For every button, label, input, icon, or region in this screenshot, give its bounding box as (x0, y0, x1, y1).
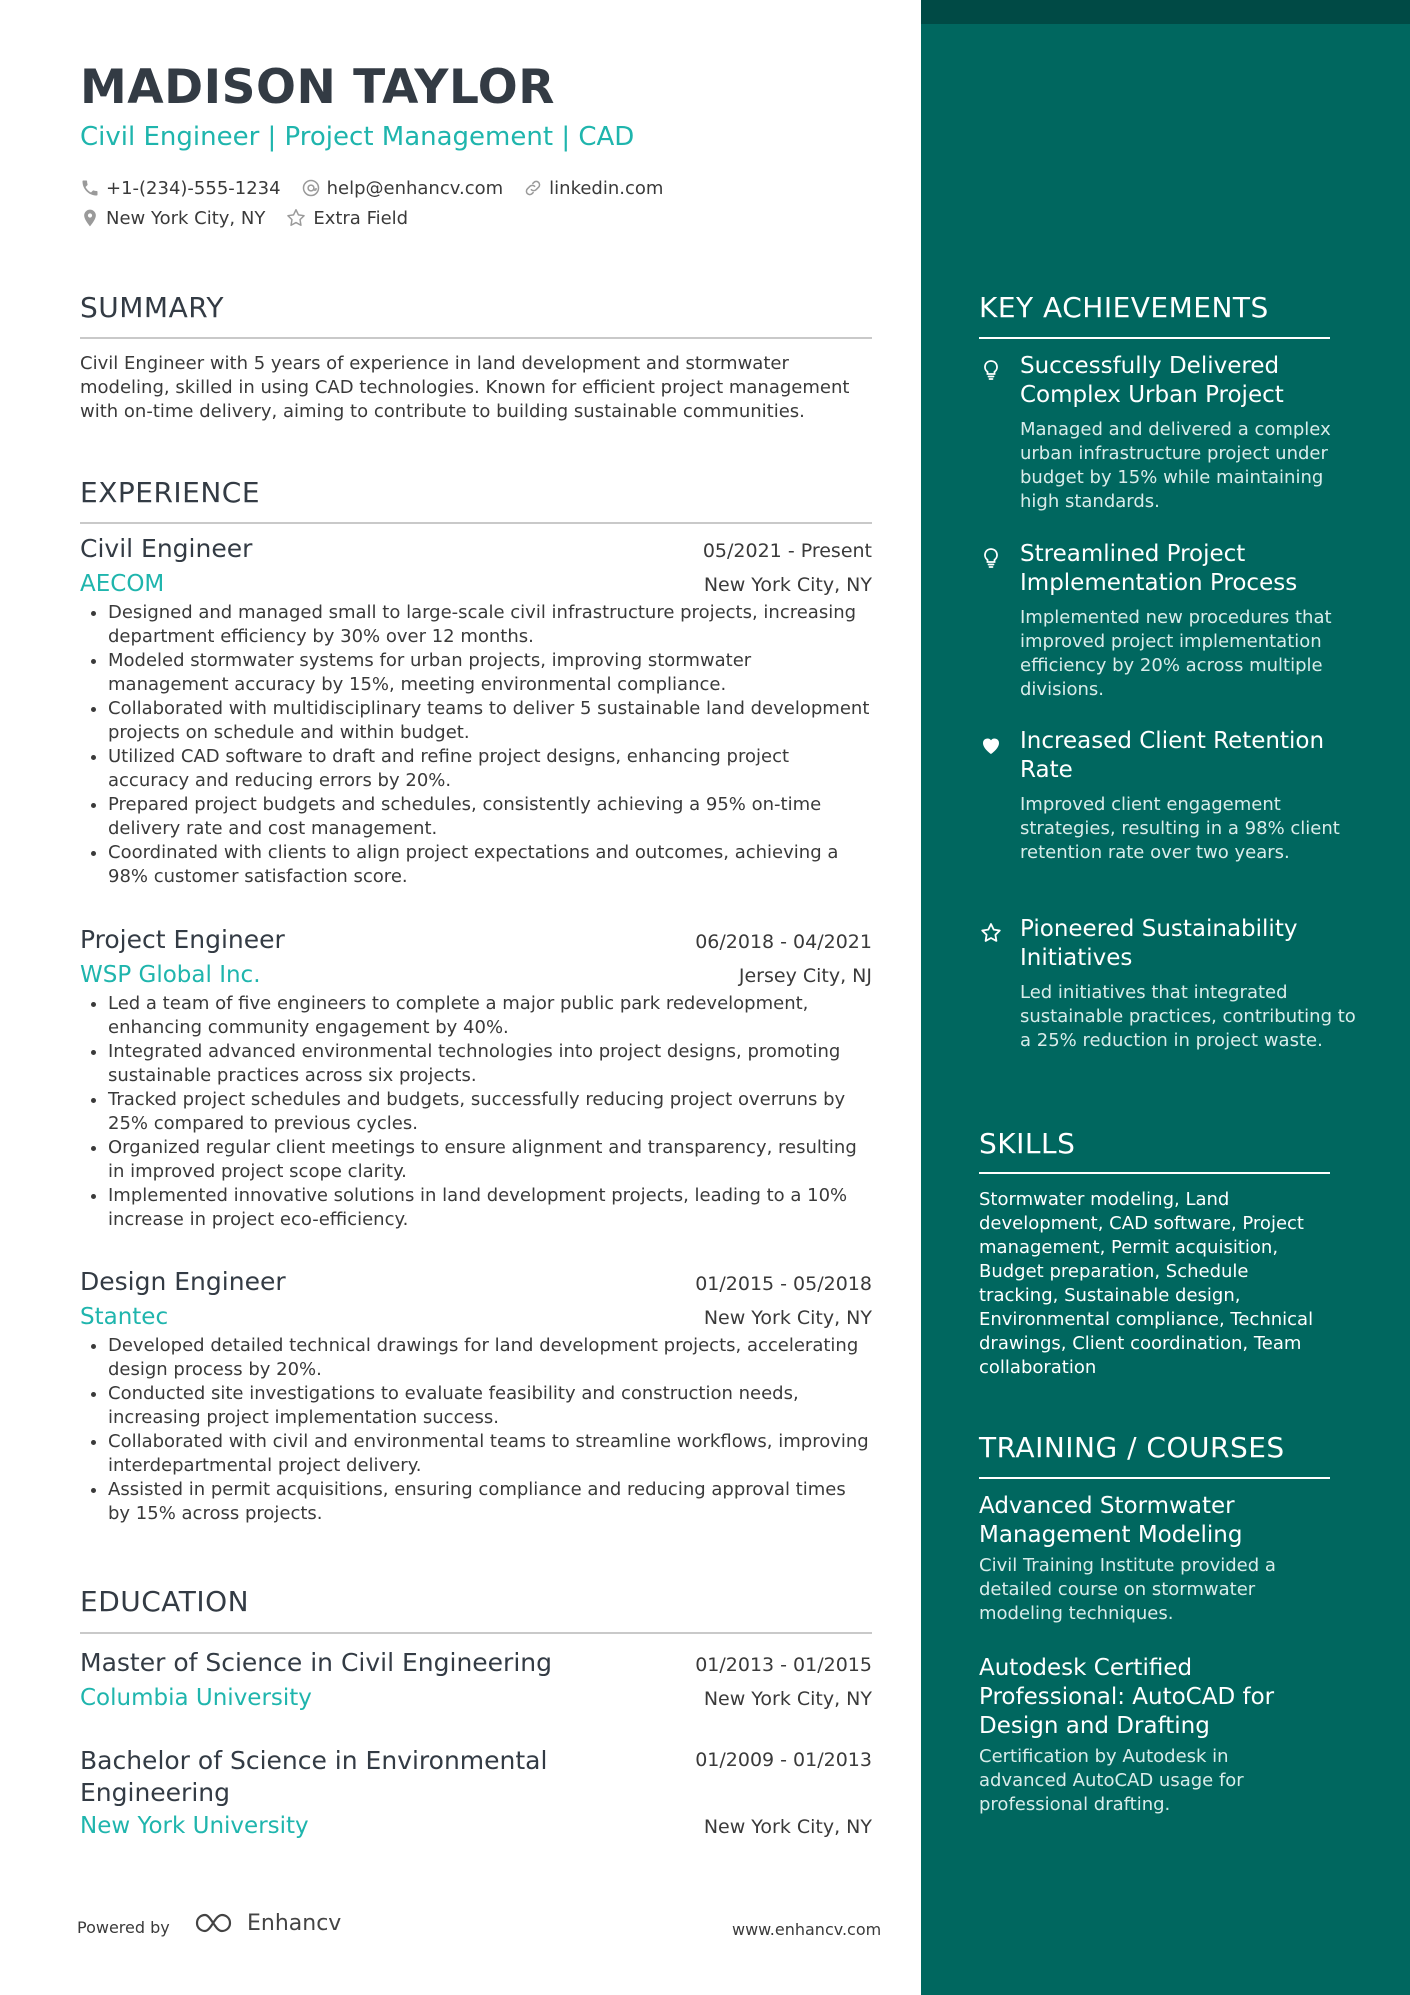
lightbulb-icon (979, 358, 1003, 382)
education-dates: 01/2009 - 01/2013 (695, 1749, 872, 1771)
contact-phone-text: +1-(234)-555-1234 (106, 177, 281, 199)
job-entry (80, 1267, 872, 1526)
lightbulb-icon (979, 546, 1003, 570)
footer-url[interactable]: www.enhancv.com (732, 1920, 882, 1939)
bullet-item: • Modeled stormwater systems for urban projects, improving stormwater management accuracy by 15%, meeting environmental compliance. (108, 649, 872, 697)
contact-email-text: help@enhancv.com (326, 177, 504, 199)
job-dates: 01/2015 - 05/2018 (695, 1273, 872, 1295)
experience-heading: EXPERIENCE (80, 476, 261, 509)
job-entry (80, 925, 872, 1232)
candidate-name: MADISON TAYLOR (80, 60, 555, 115)
powered-by-label: Powered by (77, 1918, 170, 1937)
achievement-desc: Improved client engagement strategies, resulting in a 98% client retention rate over two years. (1020, 794, 1340, 863)
sidebar (921, 0, 1410, 1995)
bullet-item: • Implemented innovative solutions in land development projects, leading to a 10% increase in project eco-efficiency. (108, 1184, 872, 1232)
brand-name: Enhancv (247, 1910, 342, 1936)
achievement-desc: Managed and delivered a complex urban infrastructure project under budget by 15% while maintaining high standards. (1020, 419, 1331, 512)
contact-extra-text: Extra Field (313, 207, 409, 229)
training-heading: TRAINING / COURSES (979, 1431, 1285, 1464)
school-location: New York City, NY (703, 1688, 872, 1710)
contact-phone[interactable] (80, 178, 281, 199)
bullet-item: • Led a team of five engineers to complete a major public park redevelopment, enhancing community engagement by 40%. (108, 992, 872, 1040)
achievement-title: Increased Client Retention Rate (1020, 728, 1325, 783)
bullet-item: • Designed and managed small to large-scale civil infrastructure projects, increasing department efficiency by 30% over 12 months. (108, 601, 872, 649)
achievement-item (979, 540, 1359, 702)
contact-block (80, 173, 683, 233)
enhancv-logo[interactable] (193, 1910, 341, 1936)
infinity-logo-icon (193, 1910, 239, 1936)
contact-email[interactable] (301, 178, 504, 199)
school-name[interactable]: Columbia University (80, 1685, 312, 1711)
education-entry (80, 1648, 872, 1711)
location-pin-icon (80, 208, 100, 228)
job-bullets (80, 1334, 872, 1526)
at-icon (301, 178, 321, 198)
achievement-title: Successfully Delivered Complex Urban Project (1020, 353, 1284, 408)
course-desc: Civil Training Institute provided a detailed course on stormwater modeling techniques. (979, 1555, 1276, 1624)
achievement-title: Pioneered Sustainability Initiatives (1020, 916, 1298, 971)
bullet-item: • Conducted site investigations to evaluate feasibility and construction needs, increasing project implementation success. (108, 1382, 872, 1430)
summary-heading: SUMMARY (80, 291, 225, 324)
bullet-item: • Prepared project budgets and schedules, consistently achieving a 95% on-time delivery rate and cost management. (108, 793, 872, 841)
education-entry (80, 1745, 872, 1839)
job-location: Jersey City, NJ (738, 965, 872, 987)
contact-linkedin-text: linkedin.com (549, 177, 664, 199)
bullet-item: • Utilized CAD software to draft and refine project designs, enhancing project accuracy and reducing errors by 20%. (108, 745, 872, 793)
job-dates: 05/2021 - Present (702, 540, 872, 562)
bullet-item: • Integrated advanced environmental technologies into project designs, promoting sustainable practices across six projects. (108, 1040, 872, 1088)
achievement-desc: Implemented new procedures that improved project implementation efficiency by 20% across multiple divisions. (1020, 607, 1332, 700)
summary-divider (80, 337, 872, 339)
job-bullets (80, 992, 872, 1232)
job-company[interactable]: WSP Global Inc. (80, 962, 261, 988)
achievements-divider (979, 337, 1330, 339)
sidebar-top-band (921, 0, 1410, 24)
education-heading: EDUCATION (80, 1585, 250, 1618)
heart-icon (979, 733, 1003, 757)
education-dates: 01/2013 - 01/2015 (695, 1654, 872, 1676)
bullet-item: • Assisted in permit acquisitions, ensuring compliance and reducing approval times by 15% across projects. (108, 1478, 872, 1526)
phone-icon (80, 178, 100, 198)
contact-extra (285, 207, 408, 229)
experience-divider (80, 522, 872, 524)
course-desc: Certification by Autodesk in advanced AutoCAD usage for professional drafting. (979, 1746, 1244, 1815)
bullet-item: • Coordinated with clients to align project expectations and outcomes, achieving a 98% customer satisfaction score. (108, 841, 872, 889)
candidate-subtitle: Civil Engineer | Project Management | CAD (80, 122, 635, 152)
contact-location (80, 208, 265, 229)
achievements-heading: KEY ACHIEVEMENTS (979, 291, 1269, 324)
school-location: New York City, NY (703, 1816, 872, 1838)
job-title: Design Engineer (80, 1267, 286, 1296)
bullet-item: • Organized regular client meetings to ensure alignment and transparency, resulting in improved project scope clarity. (108, 1136, 872, 1184)
course-item (979, 1492, 1319, 1626)
skills-heading: SKILLS (979, 1127, 1076, 1160)
job-company[interactable]: AECOM (80, 571, 165, 597)
skills-divider (979, 1172, 1330, 1174)
bullet-item: • Collaborated with civil and environmental teams to streamline workflows, improving interdepartmental project delivery. (108, 1430, 872, 1478)
star-icon (979, 921, 1003, 945)
star-outline-icon (285, 207, 307, 229)
skills-text: Stormwater modeling, Land development, CAD software, Project management, Permit acquisition, Budget preparation, Schedule tracking, Sustainable design, Environmental compliance, Technical drawings, Client coordination, Team collaboration (979, 1189, 1314, 1378)
job-entry (80, 534, 872, 889)
achievement-desc: Led initiatives that integrated sustainable practices, contributing to a 25% reduction in project waste. (1020, 982, 1356, 1051)
course-item (979, 1654, 1319, 1817)
education-divider (80, 1632, 872, 1634)
bullet-item: • Tracked project schedules and budgets, successfully reducing project overruns by 25% compared to previous cycles. (108, 1088, 872, 1136)
job-dates: 06/2018 - 04/2021 (695, 931, 872, 953)
achievement-title: Streamlined Project Implementation Process (1020, 541, 1298, 596)
bullet-item: • Developed detailed technical drawings for land development projects, accelerating design process by 20%. (108, 1334, 872, 1382)
contact-location-text: New York City, NY (106, 207, 266, 229)
contact-linkedin[interactable] (523, 178, 663, 199)
job-title: Civil Engineer (80, 534, 253, 563)
course-title: Autodesk Certified Professional: AutoCAD for Design and Drafting (979, 1655, 1275, 1739)
summary-text: Civil Engineer with 5 years of experience in land development and stormwater modeling, skilled in using CAD technologies. Known for efficient project management with on-time delivery, aiming to contribute to building sustainable communities. (80, 353, 850, 422)
achievement-item (979, 915, 1359, 1053)
job-title: Project Engineer (80, 925, 285, 954)
bullet-item: • Collaborated with multidisciplinary teams to deliver 5 sustainable land development projects on schedule and within budget. (108, 697, 872, 745)
degree-title: Master of Science in Civil Engineering (80, 1648, 552, 1677)
achievement-item (979, 727, 1359, 865)
job-location: New York City, NY (703, 1307, 872, 1329)
achievement-item (979, 352, 1359, 514)
degree-title: Bachelor of Science in Environmental Engineering (80, 1746, 548, 1807)
job-bullets (80, 601, 872, 889)
job-location: New York City, NY (703, 574, 872, 596)
school-name[interactable]: New York University (80, 1813, 309, 1839)
link-icon (523, 178, 543, 198)
course-title: Advanced Stormwater Management Modeling (979, 1493, 1243, 1548)
training-divider (979, 1477, 1330, 1479)
job-company[interactable]: Stantec (80, 1304, 169, 1330)
